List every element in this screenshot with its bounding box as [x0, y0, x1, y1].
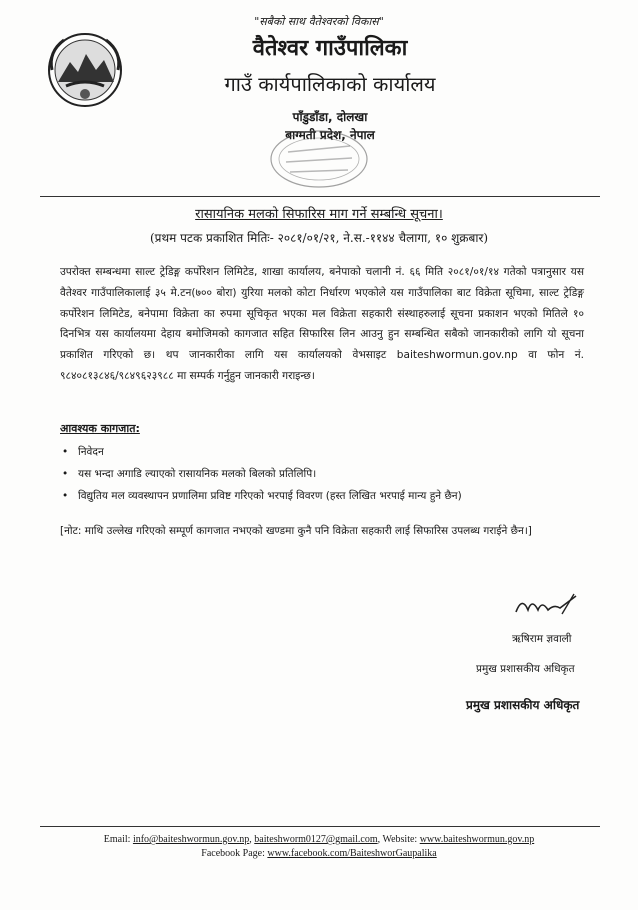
website-label: Website: [382, 834, 418, 845]
motto: "सबैको साथ वैतेश्वरको विकास" [254, 15, 384, 28]
facebook-label: Facebook Page: [201, 848, 265, 859]
notice-body: उपरोक्त सम्बन्धमा साल्ट ट्रेडिङ्ग कर्पोरेशन लिमिटेड, शाखा कार्यालय, बनेपाको चलानी नं. ६६ मिति २०८१/०१/१४ गतेको पत्रानुसार यस वैतेश्वर गाउँपालिकालाई ३५ मे.टन(७०० बोरा) युरिया मलको कोटा निर्धारण भएकोले यस गाउँपालिका बाट विक्रेता सूचिमा, साल्ट ट्रेडिङ्ग कर्पोरेशन लिमिटेड, बनेपामा विक्रेता का रुपमा सूचिकृत भएका मल विक्रेता सहकारी संस्थाहरुलाई सूचना प्रकाशन भएको मितिले १० दिनभित्र यस कार्यालयमा देहाय बमोजिमको कागजात सहित सिफारिस लिन आउनु हुन सम्बन्धित सबैको जानकारीको लागि यो सूचना प्रकाशित गरिएको छ। थप जानकारीका लागि यस कार्यालयको वेभसाइट baiteshwormun.gov.np वा फोन नं. ९८४०८१३८४६/९८४९६२३९८८ मा सम्पर्क गर्नुहुन जानकारी गराइन्छ। [60, 266, 584, 382]
office-stamp-icon [268, 128, 370, 190]
signatory-name: ऋषिराम ज्ञवाली [512, 633, 572, 645]
email-link-1[interactable]: info@baiteshwormun.gov.np [132, 834, 250, 845]
facebook-link[interactable]: www.facebook.com/BaiteshworGaupalika [267, 848, 437, 859]
publication-info: (प्रथम पटक प्रकाशित मितिः- २०८१/०१/२१, ने.स.-११४४ चैलागा, १० शुक्रबार) [149, 231, 489, 245]
list-item: • निवेदन [60, 443, 600, 465]
documents-heading: आवश्यक कागजात: [60, 422, 140, 435]
footer-rule [40, 826, 600, 827]
footer-contact: Email: info@baiteshwormun.gov.np, baiteshworm0127@gmail.com, Website: www.baiteshwormun.gov.np [103, 834, 535, 845]
website-link[interactable]: www.baiteshwormun.gov.np [419, 834, 535, 845]
nepal-emblem-icon [44, 30, 126, 110]
email-link-2[interactable]: baiteshworm0127@gmail.com [254, 834, 378, 845]
address-line2: बाग्मती प्रदेश, नेपाल [285, 128, 375, 142]
list-item: • विद्युतिय मल व्यवस्थापन प्रणालिमा प्रविष्ट गरिएको भरपाई विवरण (हस्त लिखित भरपाई मान्य हुने छैन) [60, 487, 600, 509]
notice-subject-text: रासायनिक मलको सिफारिस माग गर्ने सम्बन्धि सूचना। [195, 207, 443, 222]
org-name: वैतेश्वर गाउँपालिका [252, 36, 408, 61]
documents-list [60, 443, 600, 509]
signatory-stamp: प्रमुख प्रशासकीय अधिकृत [466, 698, 580, 712]
notice-subject [0, 204, 638, 222]
header-rule [40, 196, 600, 197]
office-name: गाउँ कार्यपालिकाको कार्यालय [224, 72, 436, 96]
address-line1: पाँडुडाँडा, दोलखा [292, 110, 368, 124]
email-label: Email: [103, 834, 131, 845]
footer-facebook [0, 848, 638, 859]
list-item: • यस भन्दा अगाडि ल्याएको रासायनिक मलको बिलको प्रतिलिपि। [60, 465, 600, 487]
signature-icon [512, 590, 582, 620]
note: [नोट: माथि उल्लेख गरिएको सम्पूर्ण कागजात नभएको खण्डमा कुनै पनि विक्रेता सहकारी लाई सिफारिस उपलब्ध गराईने छैन।] [60, 525, 532, 537]
signatory-title: प्रमुख प्रशासकीय अधिकृत [476, 663, 575, 675]
